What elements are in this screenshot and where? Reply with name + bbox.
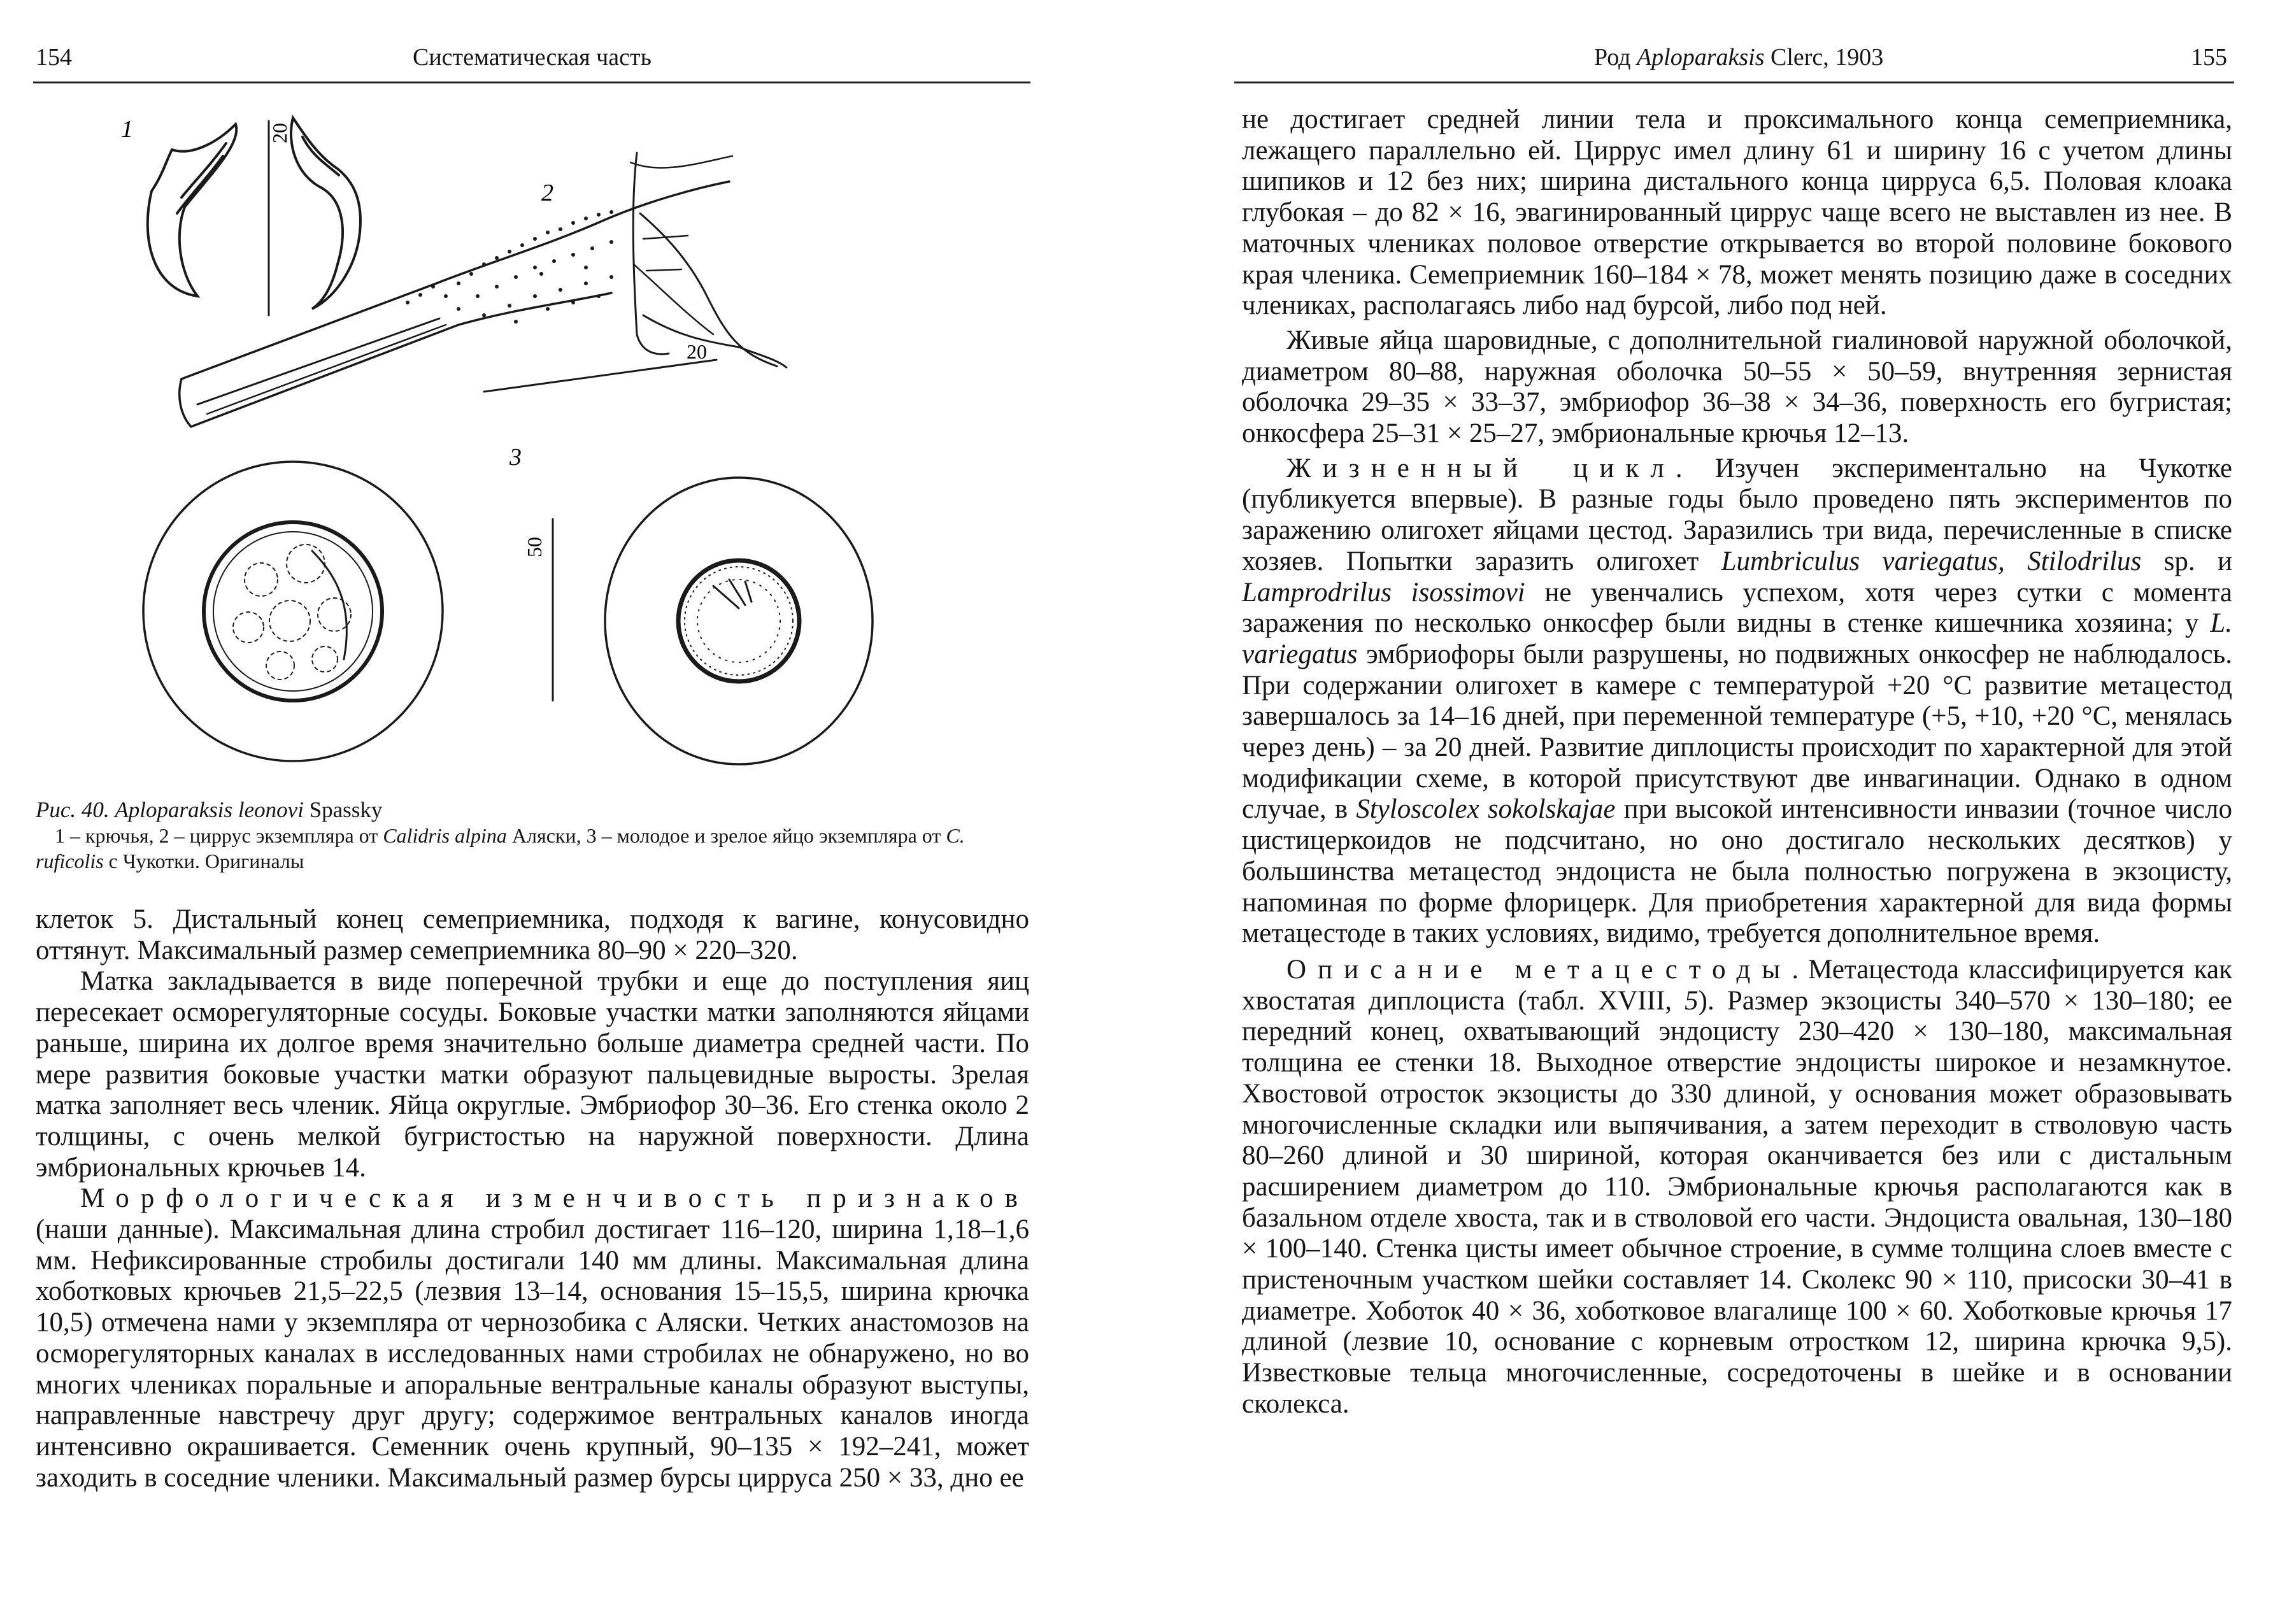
life-cycle-text-a: . Изучен экспериментально на Чукотке (публикуется впервые). В разные годы было проведено пять экспериментов по заражению олигохет яйцами цестод. Заразились три вида, перечисленные в списке хозяев. Попытки заразить олигохет — [1242, 453, 2232, 576]
right-paragraph-3 — [1242, 453, 2232, 950]
left-page-number: 154 — [36, 44, 72, 71]
left-header-rule — [33, 82, 1030, 83]
cirrus-spines — [406, 210, 613, 324]
cirrus-drawing — [180, 153, 787, 427]
life-cycle-text-c: не увенчались успехом, хотя через сутки с момента заражения по несколько онкосфер были видны в стенке кишечника хозяина; у — [1242, 577, 2232, 639]
figure-caption — [36, 797, 1036, 874]
caption-author: Spassky — [303, 797, 383, 822]
metacestode-text-b: ). Размер экзоцисты 340–570 × 130–180; ее передний конец, охватывающий эндоцисту 230–420 × 130–180, максимальная толщина ее стенки 18. Выходное отверстие эндоцисты широкое и незамкнутое. Хвостовой отросток экзоцисты до 330 длиной, у основания может образовывать многочисленные складки или выпячивания, а затем переходит в стволовую часть 80–260 длиной и 30 шириной, которая оканчивается без или с дистальным расширением диаметром до 110. Эмбриональные крючья располагаются как в базальном отделе хвоста, так и в стволовой его части. Эндоциста овальная, 130–180 × 100–140. Стенка цисты имеет обычное строение, в сумме толщина слоев вместе с пристеночным участком шейки составляет 14. Сколекс 90 × 110, присоски 30–41 в диаметре. Хоботок 40 × 36, хоботковое влагалище 100 × 60. Хоботковые крючья 17 длиной (лезвие 10, основание с корневым отростком 12, ширина крючка 9,5). Известковые тельца многочисленные, сосредоточены в шейке и в основании сколекса. — [1242, 985, 2232, 1419]
caption-body-1: 1 – крючья, 2 – циррус экземпляра от — [55, 824, 383, 847]
left-paragraph-3 — [36, 1183, 1029, 1493]
right-page-number: 155 — [2191, 44, 2227, 71]
life-cycle-text-e: при высокой интенсивности инвазии (точное число цистицеркоидов не подсчитано, но оно достигало нескольких десятков) у большинства метацестод эндоциста не была полностью погружена в экзоцисту, напоминая по форме флорицерк. Для приобретения характерной для вида формы метацестоде в таких условиях, видимо, требуется дополнительное время. — [1242, 794, 2232, 949]
caption-body-2: Аляски, 3 – молодое и зрелое яйцо экземпляра от — [506, 824, 946, 847]
caption-title — [36, 797, 1036, 823]
metacestode-text-a: . Метацестода классифицируется как хвостатая диплоциста (табл. XVIII, — [1242, 954, 2232, 1016]
species-1: Lumbriculus variegatus, Stilodrilus — [1721, 546, 2142, 576]
scale-label-cirrus: 20 — [687, 340, 707, 363]
scale-label-eggs: 50 — [523, 537, 546, 557]
figure-40-drawing — [102, 105, 930, 774]
caption-prefix: Рис. 40. — [36, 797, 115, 822]
life-cycle-text-b: sp. и — [2141, 546, 2232, 576]
caption-body-3: с Чукотки. Оригиналы — [103, 850, 304, 873]
life-cycle-heading: Жизненный цикл — [1286, 453, 1676, 483]
right-paragraph-4 — [1242, 955, 2232, 1420]
egg-mature-drawing — [605, 478, 873, 764]
left-running-head: Систематическая часть — [413, 44, 652, 71]
right-paragraph-1: не достигает средней линии тела и проксимального конца семеприемника, лежащего параллельно ей. Циррус имел длину 61 и ширину 16 с учетом длины шипиков и 12 без них; ширина дистального конца цирруса 6,5. Половая клоака глубокая – до 82 × 16, эвагинированный циррус чаще всего не выставлен из нее. В маточных члениках половое отверстие открывается во второй половине бокового края членика. Семеприемник 160–184 × 78, может менять позицию даже в соседних члениках, располагаясь либо над бурсой, либо под ней. — [1242, 104, 2232, 321]
egg-young-drawing — [143, 462, 443, 761]
running-head-2: Clerc, 1903 — [1764, 44, 1884, 71]
metacestode-heading: Описание метацестоды — [1286, 954, 1792, 985]
species-2: Lamprodrilus isossimovi — [1242, 577, 1525, 608]
figure-label-1: 1 — [121, 116, 133, 143]
right-body-text — [1242, 104, 2232, 1420]
species-3: L. variegatus — [1242, 608, 2232, 669]
right-page — [1140, 0, 2280, 1624]
table-ref: 5 — [1685, 985, 1699, 1016]
left-paragraph-1: клеток 5. Дистальный конец семеприемника, подходя к вагине, конусовидно оттянут. Максимальный размер семеприемника 80–90 × 220–320. — [36, 904, 1029, 965]
running-head-genus: Aploparaksis — [1636, 44, 1765, 71]
species-4: Styloscolex sokolskajae — [1356, 794, 1616, 825]
right-paragraph-2: Живые яйца шаровидные, с дополнительной гиалиновой наружной оболочкой, диаметром 80–88, наружная оболочка 50–55 × 50–59, внутренняя зернистая оболочка 29–35 × 33–37, эмбриофор 36–38 × 34–36, поверхность его бугристая; онкосфера 25–31 × 25–27, эмбриональные крючья 12–13. — [1242, 325, 2232, 449]
figure-label-2: 2 — [541, 180, 553, 206]
morphology-heading: Морфологическая изменчивость признаков — [80, 1183, 1029, 1214]
caption-species: Aploparaksis leonovi — [115, 797, 304, 822]
left-paragraph-2: Матка закладывается в виде поперечной трубки и еще до поступления яиц пересекает осморегуляторные сосуды. Боковые участки матки заполняются яйцами раньше, ширина их долгое время значительно больше диаметра средней части. По мере развития боковые участки матки образуют пальцевидные выросты. Зрелая матка заполняет весь членик. Яйца округлые. Эмбриофор 30–36. Его стенка около 2 толщины, с очень мелкой бугристостью на наружной поверхности. Длина эмбриональных крючьев 14. — [36, 966, 1029, 1183]
running-head-1: Род — [1594, 44, 1637, 71]
left-body-text — [36, 904, 1029, 1493]
right-header-rule — [1234, 82, 2234, 83]
figure-label-3: 3 — [509, 444, 522, 471]
scale-label-hooks: 20 — [268, 123, 291, 143]
hook-drawing-1 — [148, 124, 237, 296]
caption-host-1: Calidris alpina — [383, 824, 507, 847]
caption-body — [36, 823, 1036, 874]
caption-host-2: C. ruficolis — [36, 824, 965, 873]
life-cycle-text-d: эмбриофоры были разрушены, но подвижных онкосфер не наблюдалось. При содержании олигохет в камере с температурой +20 °C развитие метацестод завершалось за 14–16 дней, при переменной температуре (+5, +10, +20 °C, менялась через день) – за 20 дней. Развитие диплоцисты происходит по характерной для этой модификации схеме, в которой присутствуют две инвагинации. Однако в одном случае, в — [1242, 639, 2232, 825]
hook-drawing-2 — [291, 118, 360, 309]
right-running-head — [1594, 43, 1883, 71]
morphology-text: (наши данные). Максимальная длина стробил достигает 116–120, ширина 1,18–1,6 мм. Нефиксированные стробилы достигали 140 мм длины. Максимальная длина хоботковых крючьев 21,5–22,5 (лезвия 13–14, основания 15–15,5, ширина крючка 10,5) отмечена нами у экземпляра от чернозобика с Аляски. Четких анастомозов на осморегуляторных каналах в исследованных нами стробилах не обнаружено, но во многих члениках поральные и апоральные вентральные каналы образуют выступы, направленные навстречу друг другу; содержимое вентральных каналов иногда интенсивно окрашивается. Семенник очень крупный, 90–135 × 192–241, может заходить в соседние членики. Максимальный размер бурсы цирруса 250 × 33, дно ее — [36, 1214, 1029, 1493]
